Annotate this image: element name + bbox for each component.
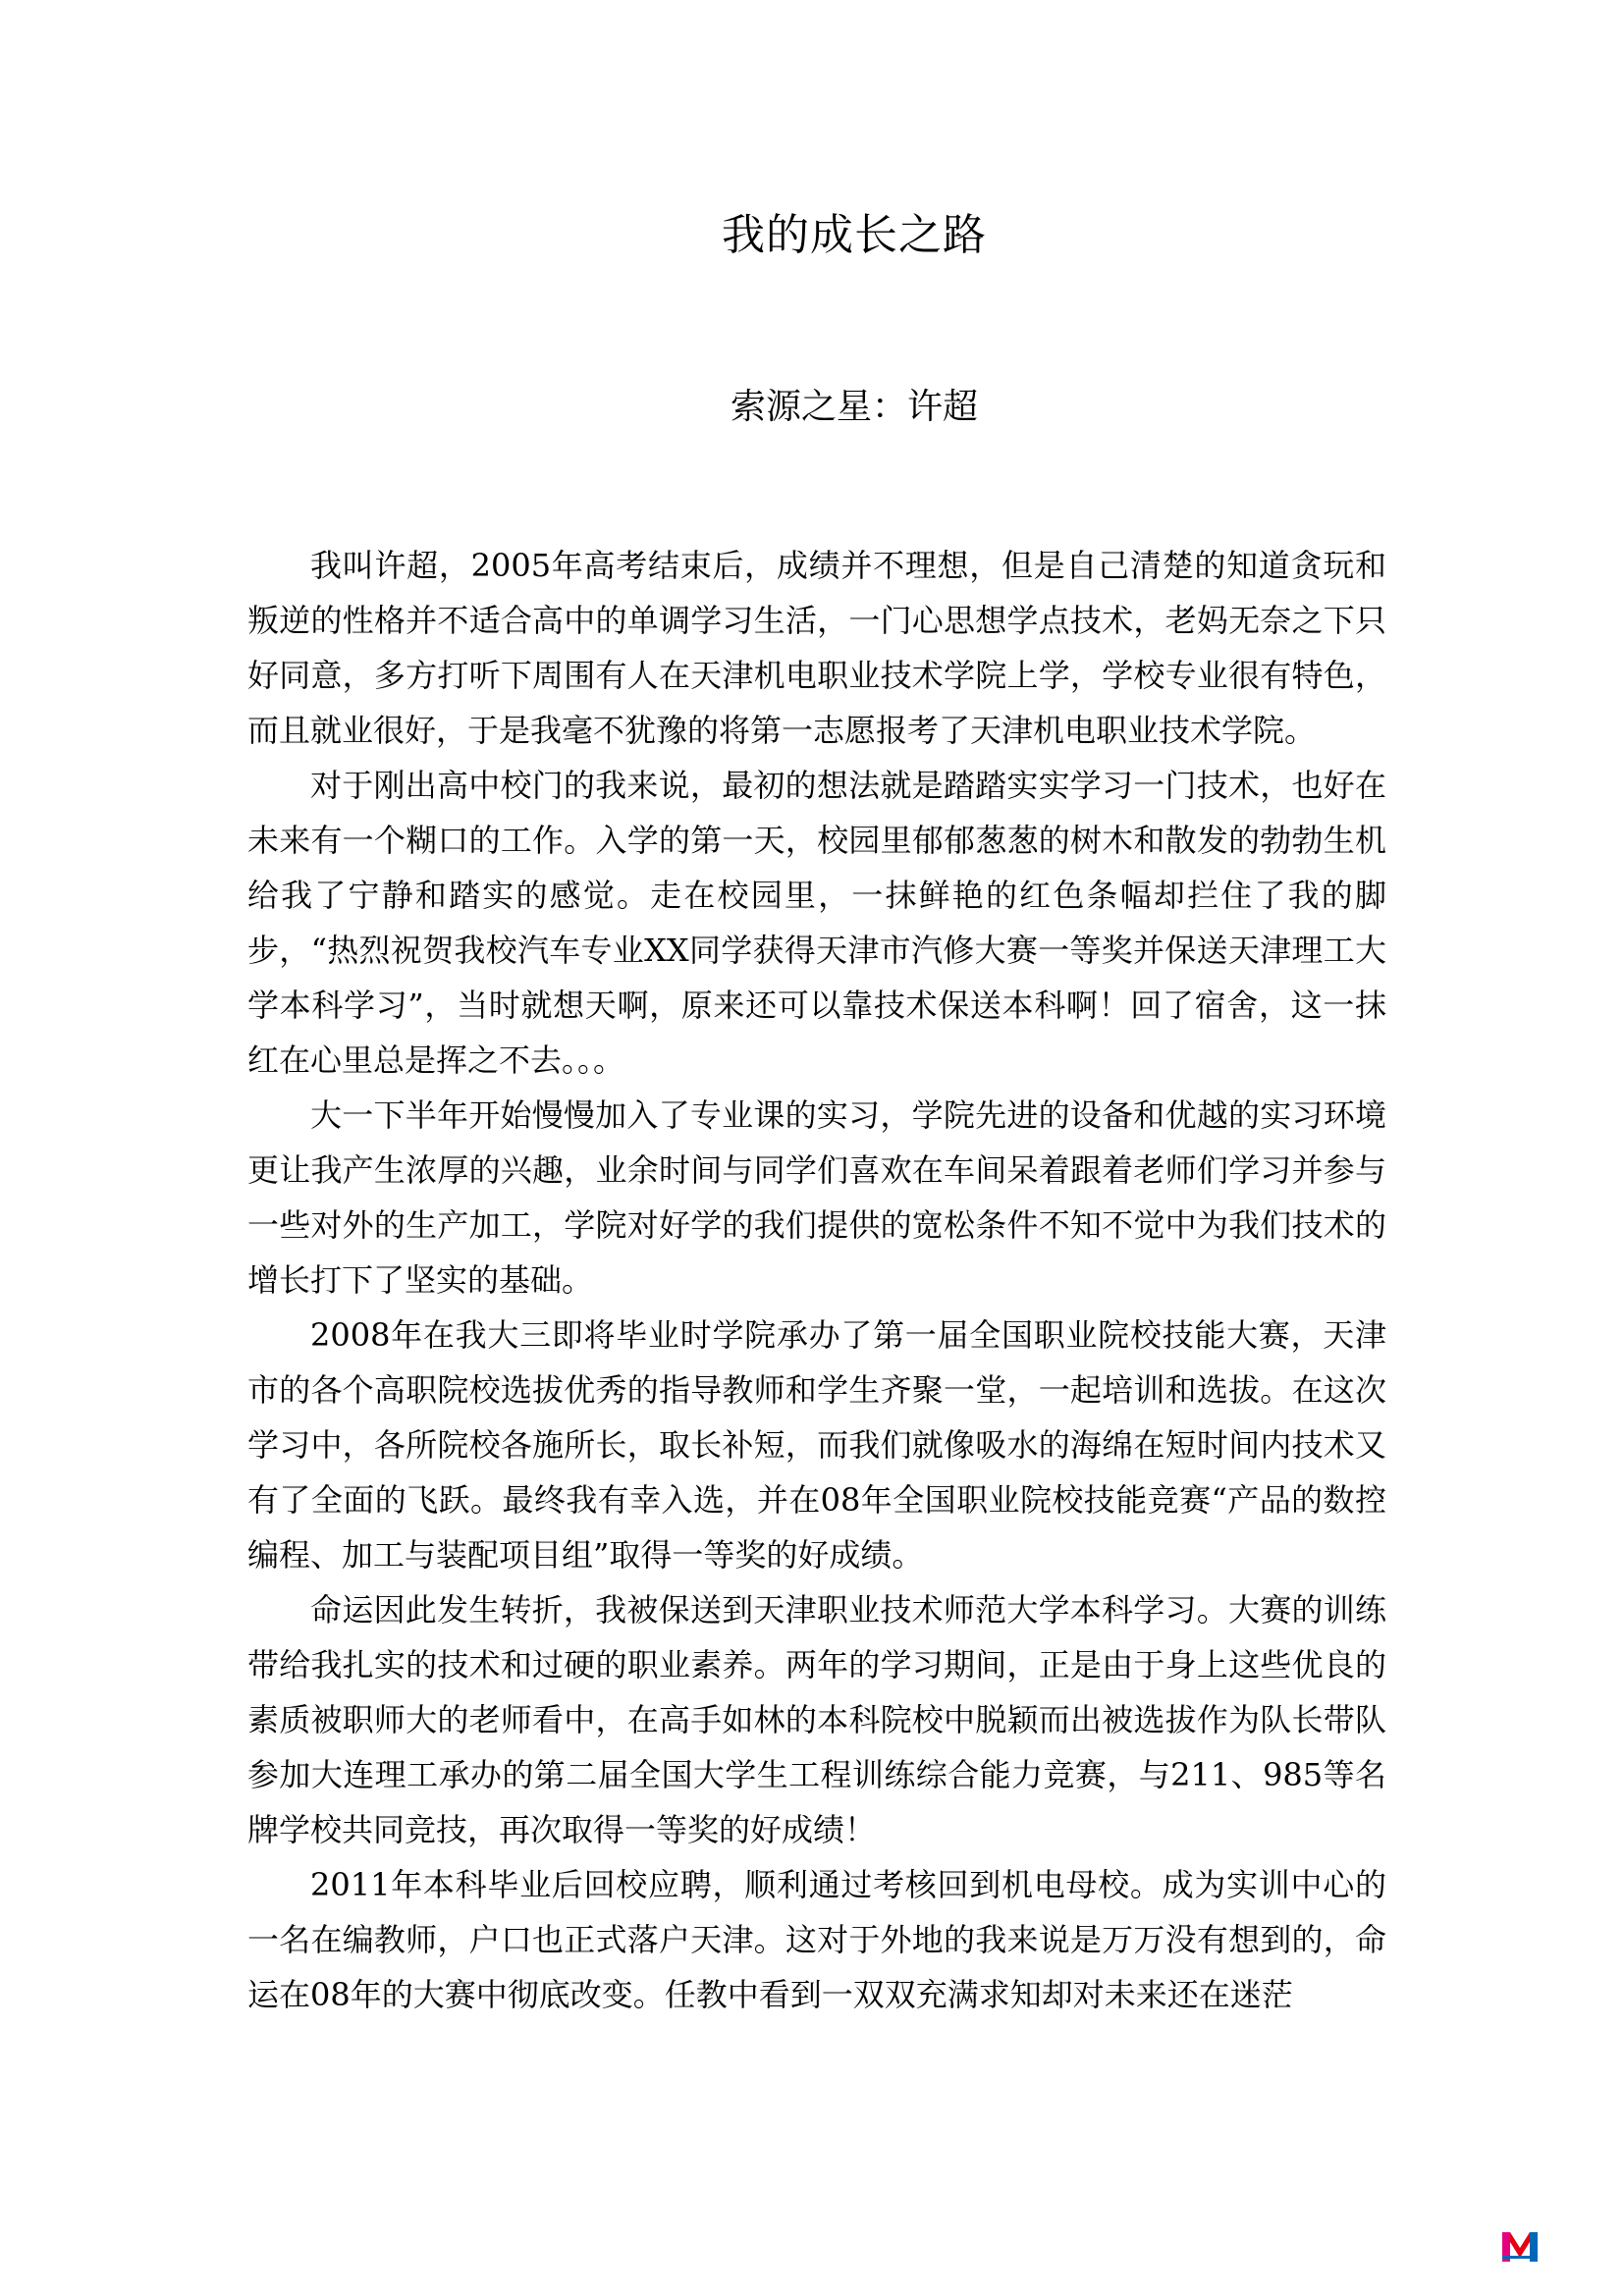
paragraph: 我叫许超，2005年高考结束后，成绩并不理想，但是自己清楚的知道贪玩和叛逆的性格并不适合高中的单调学习生活，一门心思想学点技术，老妈无奈之下只好同意，多方打听下周围有人在天津机电职业技术学院上学，学校专业很有特色，而且就业很好，于是我毫不犹豫的将第一志愿报考了天津机电职业技术学院。 <box>247 547 1386 749</box>
paragraph: 2008年在我大三即将毕业时学院承办了第一届全国职业院校技能大赛，天津市的各个高职院校选拔优秀的指导教师和学生齐聚一堂，一起培训和选拔。在这次学习中，各所院校各施所长，取长补短，而我们就像吸水的海绵在短时间内技术又有了全面的飞跃。最终我有幸入选，并在08年全国职业院校技能竞赛“产品的数控编程、加工与装配项目组”取得一等奖的好成绩。 <box>247 1316 1386 1574</box>
paragraph: 命运因此发生转折，我被保送到天津职业技术师范大学本科学习。大赛的训练带给我扎实的技术和过硬的职业素养。两年的学习期间，正是由于身上这些优良的素质被职师大的老师看中，在高手如林的本科院校中脱颖而出被选拔作为队长带队参加大连理工承办的第二届全国大学生工程训练综合能力竞赛，与211、985等名牌学校共同竞技，再次取得一等奖的好成绩！ <box>247 1591 1386 1848</box>
logo-stripe <box>1502 2256 1538 2259</box>
article-body <box>247 538 1386 2022</box>
publisher-logo-icon <box>1500 2226 1540 2266</box>
paragraph: 大一下半年开始慢慢加入了专业课的实习，学院先进的设备和优越的实习环境更让我产生浓厚的兴趣，业余时间与同学们喜欢在车间呆着跟着老师们学习并参与一些对外的生产加工，学院对好学的我们提供的宽松条件不知不觉中为我们技术的增长打下了坚实的基础。 <box>247 1096 1386 1299</box>
page-title: 我的成长之路 <box>722 210 987 260</box>
paragraph: 对于刚出高中校门的我来说，最初的想法就是踏踏实实学习一门技术，也好在未来有一个糊口的工作。入学的第一天，校园里郁郁葱葱的树木和散发的勃勃生机给我了宁静和踏实的感觉。走在校园里，一抹鲜艳的红色条幅却拦住了我的脚步，“热烈祝贺我校汽车专业XX同学获得天津市汽修大赛一等奖并保送天津理工大学本科学习”，当时就想天啊，原来还可以靠技术保送本科啊！回了宿舍，这一抹红在心里总是挥之不去。。。 <box>247 767 1386 1079</box>
paragraph: 2011年本科毕业后回校应聘，顺利通过考核回到机电母校。成为实训中心的一名在编教师，户口也正式落户天津。这对于外地的我来说是万万没有想到的，命运在08年的大赛中彻底改变。任教中看到一双双充满求知却对未来还在迷茫 <box>247 1866 1386 2013</box>
logo-chevron <box>1510 2232 1530 2258</box>
author-byline: 索源之星：许超 <box>730 387 978 427</box>
